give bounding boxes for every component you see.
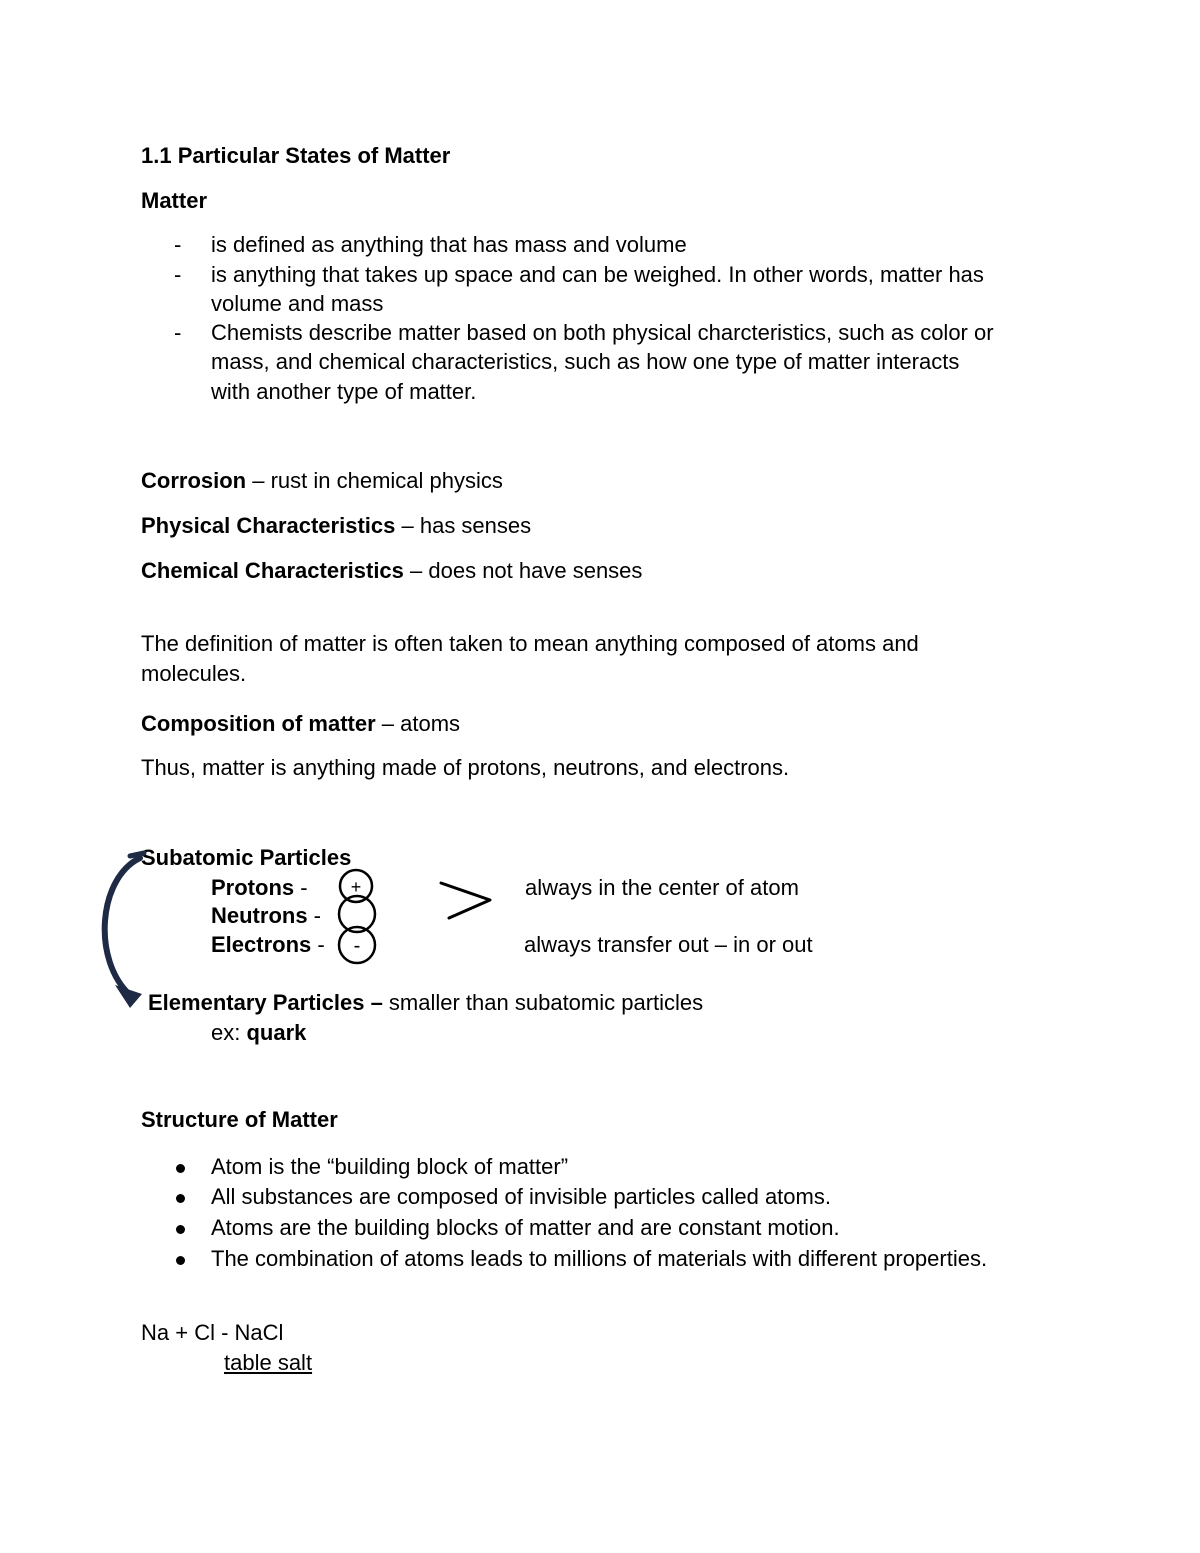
arrowhead-icon [115, 985, 142, 1008]
elementary-text: smaller than subatomic particles [382, 990, 704, 1015]
particle-name: Protons [211, 875, 295, 900]
particle-name: Electrons [211, 932, 312, 957]
definition-text: does not have senses [428, 558, 643, 583]
curved-arrow-icon [105, 858, 140, 995]
definition-term: Physical Characteristics [141, 513, 396, 538]
list-item: All substances are composed of invisible particles called atoms. [211, 1184, 831, 1209]
greater-than-bracket-icon [441, 883, 490, 918]
definition-text: has senses [419, 513, 532, 538]
equation-caption: table salt [224, 1350, 313, 1375]
definition-sep: – [246, 468, 271, 493]
elementary-example [211, 1020, 306, 1046]
definition-text: rust in chemical physics [270, 468, 503, 493]
list-item-continuation: with another type of matter. [211, 379, 477, 404]
list-item: is defined as anything that has mass and volume [211, 232, 687, 257]
list-dash: - [174, 232, 182, 257]
example-prefix: ex: [211, 1020, 247, 1045]
equation: Na + Cl - NaCl [141, 1320, 284, 1345]
list-item: is anything that takes up space and can be weighed. In other words, matter has [211, 262, 984, 287]
thus-line: Thus, matter is anything made of protons, neutrons, and electrons. [141, 755, 790, 780]
list-item: The combination of atoms leads to millions of materials with different properties. [211, 1246, 988, 1271]
elementary-term: Elementary Particles – [148, 990, 383, 1015]
particle-sep: - [307, 903, 322, 928]
particle-name: Neutrons [211, 903, 308, 928]
structure-heading: Structure of Matter [141, 1107, 338, 1132]
composition-sep: – [375, 711, 401, 736]
particle-sep: - [311, 932, 325, 957]
curved-arrow-tail [130, 853, 144, 856]
paragraph-line: molecules. [141, 661, 247, 686]
composition-text: atoms [400, 711, 461, 736]
note-center: always in the center of atom [525, 875, 799, 900]
bullet-icon [176, 1194, 185, 1203]
page-title: 1.1 Particular States of Matter [141, 143, 451, 168]
elementary-line [148, 990, 703, 1016]
subatomic-heading: Subatomic Particles [141, 845, 352, 870]
bullet-icon [176, 1225, 185, 1234]
bullet-icon [176, 1164, 185, 1173]
list-item-continuation: mass, and chemical characteristics, such as how one type of matter interacts [211, 349, 960, 374]
composition-term: Composition of matter [141, 711, 376, 736]
list-item: Chemists describe matter based on both physical charcteristics, such as color or [211, 320, 994, 345]
definition-term: Chemical Characteristics [141, 558, 404, 583]
list-dash: - [174, 320, 182, 345]
bullet-icon [176, 1256, 185, 1265]
note-transfer: always transfer out – in or out [524, 932, 813, 957]
example-value: quark [246, 1020, 307, 1045]
proton-symbol: + [350, 877, 362, 897]
matter-heading: Matter [141, 188, 208, 213]
definition-sep: – [403, 558, 429, 583]
definition-sep: – [395, 513, 420, 538]
electron-symbol: - [353, 935, 361, 957]
list-item: Atoms are the building blocks of matter and are constant motion. [211, 1215, 840, 1240]
paragraph-line: The definition of matter is often taken to mean anything composed of atoms and [141, 631, 919, 656]
list-item-continuation: volume and mass [211, 291, 384, 316]
definition-term: Corrosion [141, 468, 247, 493]
particle-sep: - [294, 875, 308, 900]
list-dash: - [174, 262, 182, 287]
list-item: Atom is the “building block of matter” [211, 1154, 569, 1179]
